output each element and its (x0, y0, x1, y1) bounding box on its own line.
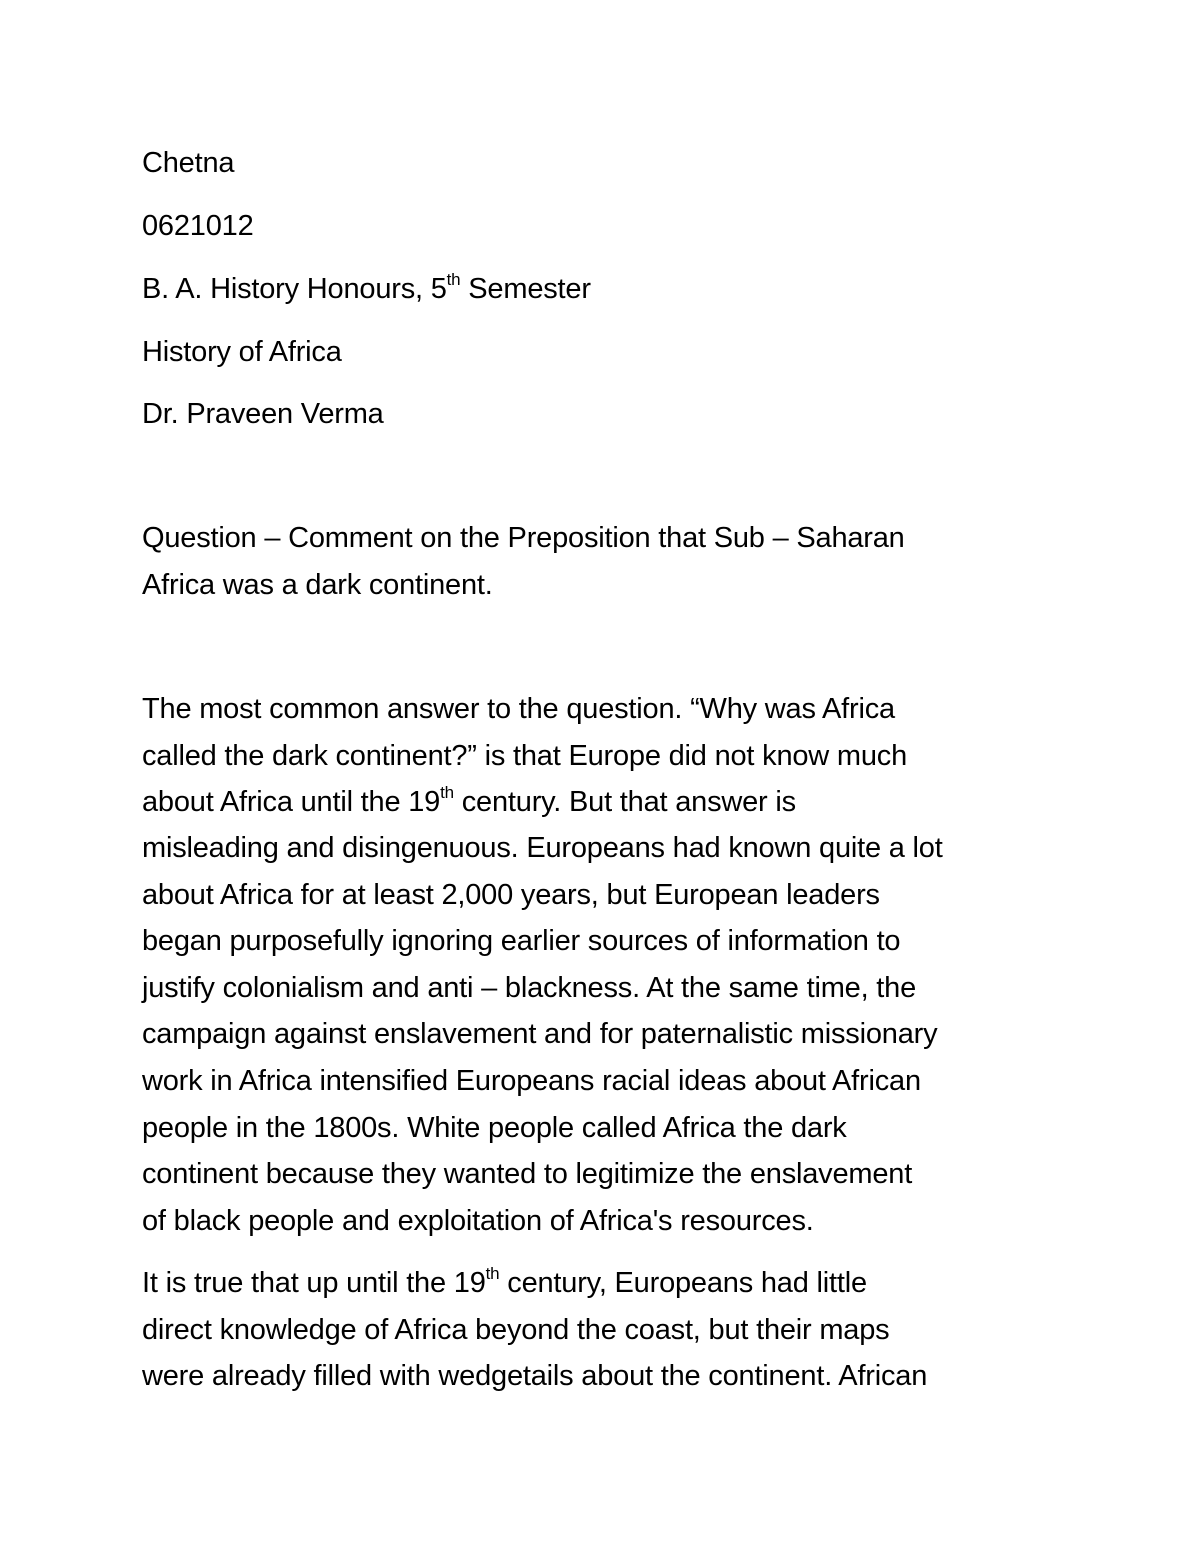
course-prefix: B. A. History Honours, 5 (142, 273, 447, 305)
student-name: Chetna (142, 147, 235, 179)
question-line-2: Africa was a dark continent. (142, 569, 493, 601)
para2-line-2: direct knowledge of Africa beyond the coast, but their maps (142, 1314, 890, 1346)
para1-line-5: about Africa for at least 2,000 years, but European leaders (142, 879, 880, 911)
para1-line-10: people in the 1800s. White people called Africa the dark (142, 1112, 847, 1144)
para1-line-1: The most common answer to the question. “Why was Africa (142, 693, 895, 725)
para2-superscript: th (485, 1264, 500, 1284)
para1-line-11: continent because they wanted to legitimize the enslavement (142, 1158, 913, 1190)
question-line-1: Question – Comment on the Preposition that Sub – Saharan (142, 522, 905, 554)
para1-line-12: of black people and exploitation of Africa's resources. (142, 1205, 814, 1237)
para1-line-3-suffix: century. But that answer is (453, 786, 796, 818)
course-superscript: th (446, 270, 461, 290)
para1-line-4: misleading and disingenuous. Europeans had known quite a lot (142, 832, 943, 864)
para2-line-1 (142, 1265, 867, 1301)
para1-line-3-prefix: about Africa until the 19 (142, 786, 441, 818)
para1-line-7: justify colonialism and anti – blackness. At the same time, the (142, 972, 917, 1004)
para1-line-2: called the dark continent?” is that Europe did not know much (142, 740, 908, 772)
para1-superscript: th (440, 783, 454, 803)
para1-line-6: began purposefully ignoring earlier sources of information to (142, 925, 901, 957)
roll-number: 0621012 (142, 210, 254, 242)
para1-line-8: campaign against enslavement and for paternalistic missionary (142, 1018, 938, 1050)
para2-line-3: were already filled with wedgetails about the continent. African (142, 1360, 928, 1392)
teacher-line: Dr. Praveen Verma (142, 398, 384, 430)
course-suffix: Semester (460, 273, 591, 305)
para1-line-3 (142, 784, 796, 820)
para2-line-1-prefix: It is true that up until the 19 (142, 1267, 486, 1299)
course-line (142, 271, 591, 307)
subject-line: History of Africa (142, 336, 342, 368)
para2-line-1-suffix: century, Europeans had little (499, 1267, 867, 1299)
para1-line-9: work in Africa intensified Europeans racial ideas about African (142, 1065, 921, 1097)
